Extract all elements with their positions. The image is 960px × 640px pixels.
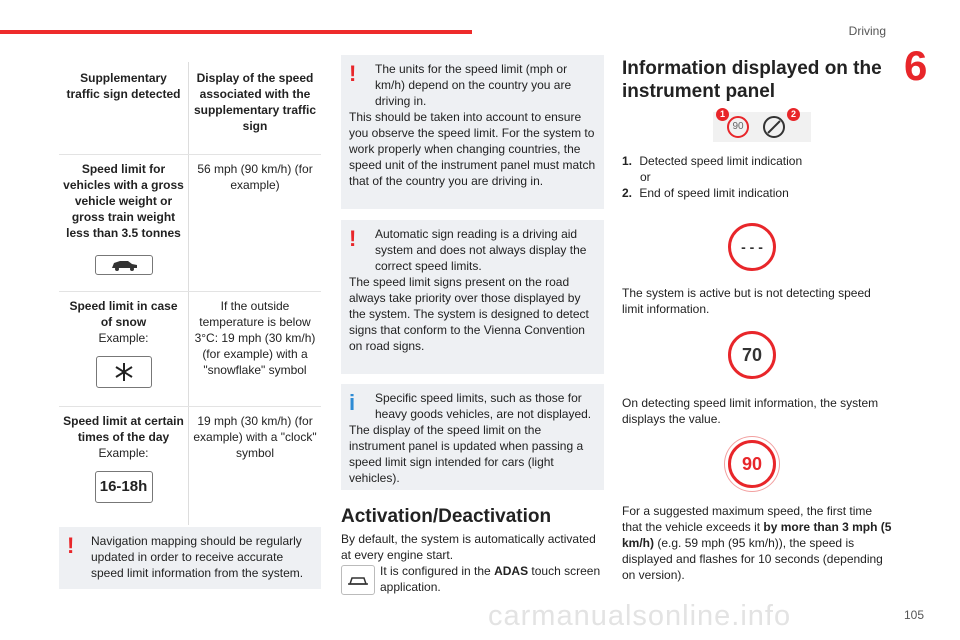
activation-heading: Activation/Deactivation xyxy=(341,506,552,527)
note-text: Specific speed limits, such as those for heavy goods vehicles, are not displayed. xyxy=(375,391,592,421)
note-text: Navigation mapping should be regularly updated in order to receive accurate speed limit information from the system. xyxy=(91,534,304,580)
row-label xyxy=(59,155,189,291)
watermark: carmanualsonline.info xyxy=(488,600,792,632)
activation-config-text xyxy=(380,563,606,595)
note-text: The speed limit signs present on the road always take priority over those displayed by the system. The system is designed to detect signs that conform to the Vienna Convention on road signs. xyxy=(349,275,589,353)
row-value: 56 mph (90 km/h) (for example) xyxy=(197,162,313,192)
legend-item-2 xyxy=(622,185,882,201)
suggested-post: (e.g. 59 mph (95 km/h)), the speed is displayed and flashes for 10 seconds (depending on version). xyxy=(622,536,883,582)
row-value: 19 mph (30 km/h) (for example) with a "clock" symbol xyxy=(193,414,317,460)
table-header-col2: Display of the speed associated with the supplementary traffic sign xyxy=(193,71,317,133)
info-icon: i xyxy=(349,390,356,415)
instrument-panel-signs xyxy=(713,109,811,142)
legend-item-1 xyxy=(622,153,882,169)
time-sign: 16-18h xyxy=(95,471,153,503)
adas-label: ADAS xyxy=(494,564,529,578)
snowflake-icon xyxy=(96,356,152,388)
warning-icon: ! xyxy=(349,61,357,86)
legend-num: 1. xyxy=(622,154,633,168)
note-automatic-reading xyxy=(341,220,604,374)
no-speed-detected-sign: - - - xyxy=(728,223,776,271)
row-example-label: Example: xyxy=(98,446,149,460)
note-text: This should be taken into account to ensure you observe the speed limit. For the system to work properly when changing countries, the speed unit of the instrument panel must match that of the country you are driving in. xyxy=(349,110,596,188)
speed-limit-70-sign: 70 xyxy=(728,331,776,379)
legend-text: Detected speed limit indication xyxy=(639,154,803,168)
activation-text: By default, the system is automatically activated at every engine start. xyxy=(341,532,596,562)
text-active: The system is active but is not detecting speed limit information. xyxy=(622,286,871,316)
header-accent-bar xyxy=(0,30,472,34)
callout-1: 1 xyxy=(716,108,729,121)
supplementary-sign-table xyxy=(59,62,321,525)
suggested-pre: For a suggested maximum speed, the first time that the vehicle exceeds it xyxy=(622,504,873,534)
note-text: Automatic sign reading is a driving aid system and does not always display the correct speed limits. xyxy=(375,227,587,273)
info-heading: Information displayed on the instrument panel xyxy=(622,58,882,102)
row-value: If the outside temperature is below 3°C: 19 mph (30 km/h) (for example) with a "snowflake" symbol xyxy=(194,299,316,377)
config-text-pre: It is configured in the xyxy=(380,564,495,578)
row-label-text: Speed limit at certain times of the day xyxy=(63,414,184,444)
speed-flashing-90-sign: 90 xyxy=(728,440,776,488)
row-label xyxy=(59,292,189,406)
chapter-number: 6 xyxy=(904,42,928,89)
note-specific-limits xyxy=(341,384,604,490)
row-label xyxy=(59,407,189,525)
row-label-text: Speed limit for vehicles with a gross vehicle weight or gross train weight less than 3.5 tonnes xyxy=(63,162,184,240)
table-row xyxy=(59,407,321,525)
page-number: 105 xyxy=(903,608,924,622)
adas-car-icon xyxy=(341,565,375,595)
legend-or: or xyxy=(640,170,651,184)
row-label-text: Speed limit in case of snow xyxy=(69,299,178,329)
note-units xyxy=(341,55,604,209)
text-detect: On detecting speed limit information, the system displays the value. xyxy=(622,396,879,426)
callout-2: 2 xyxy=(787,108,800,121)
row-example-label: Example: xyxy=(98,331,149,345)
note-text: The units for the speed limit (mph or km/h) depend on the country you are driving in. xyxy=(375,62,572,108)
table-row xyxy=(59,292,321,407)
section-title: Driving xyxy=(848,24,886,38)
table-header-col1: Supplementary traffic sign detected xyxy=(59,62,189,154)
legend-text: End of speed limit indication xyxy=(639,186,789,200)
car-icon xyxy=(95,255,153,275)
text-suggested xyxy=(622,503,892,583)
suggested-bold: by more than 3 mph (5 km/h) xyxy=(622,520,892,550)
legend-num: 2. xyxy=(622,186,633,200)
warning-icon: ! xyxy=(67,533,75,558)
table-row xyxy=(59,155,321,292)
note-text: The display of the speed limit on the instrument panel is updated when passing a speed limit sign intended for cars (light vehicles). xyxy=(349,423,584,485)
speed-limit-90-small-icon: 90 xyxy=(727,116,749,138)
warning-icon: ! xyxy=(349,226,357,251)
config-text-post: touch screen application. xyxy=(380,564,601,594)
table-header-row xyxy=(59,62,321,155)
note-navigation xyxy=(59,527,321,589)
end-of-limit-icon xyxy=(763,116,785,138)
